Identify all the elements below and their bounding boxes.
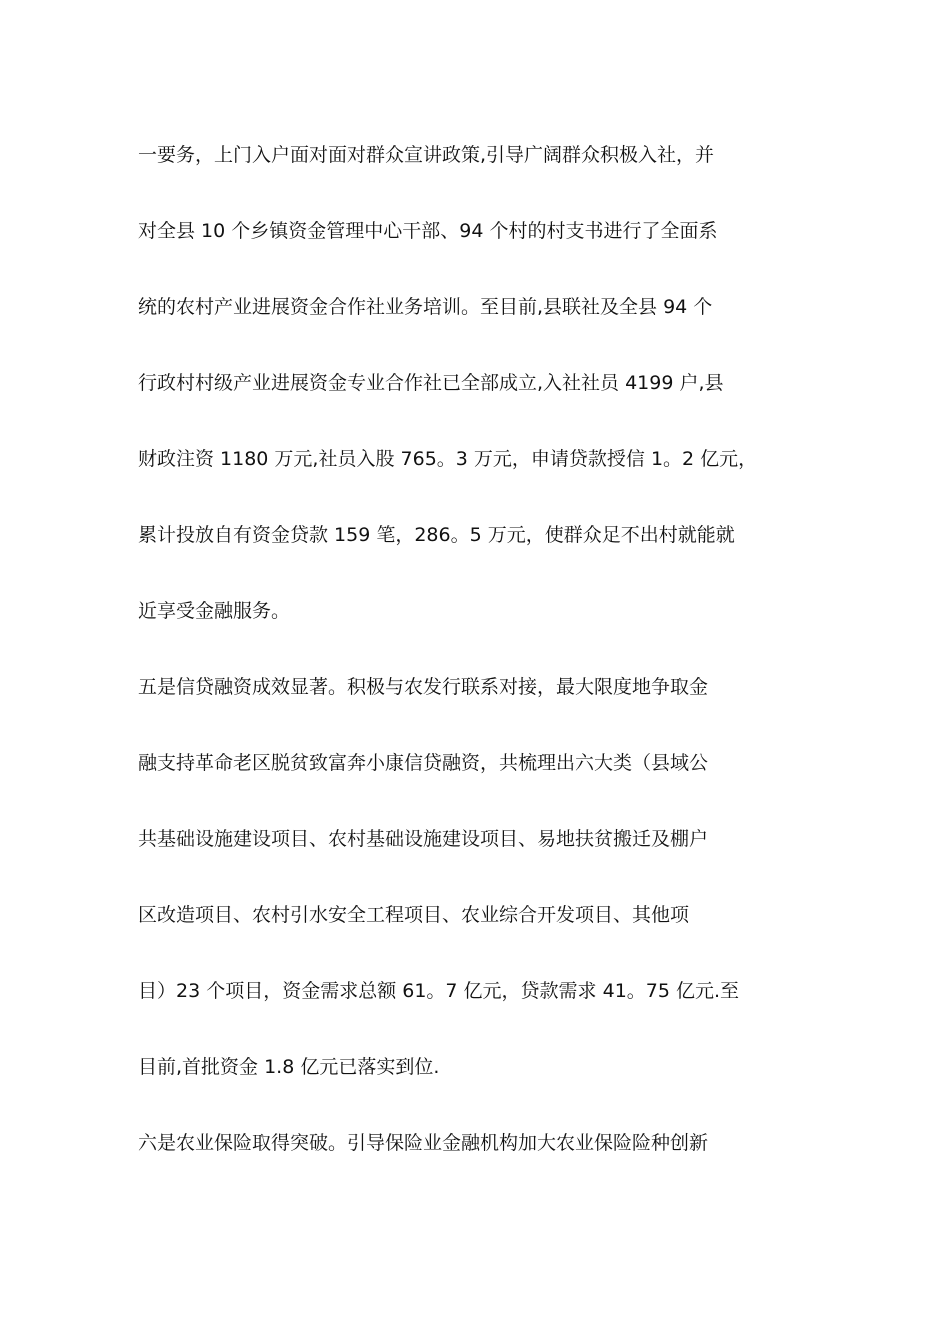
text-line: 目前,首批资金 1.8 亿元已落实到位.: [138, 1056, 440, 1078]
text-line: 共基础设施建设项目、农村基础设施建设项目、易地扶贫搬迁及棚户: [138, 828, 709, 850]
text-line: 财政注资 1180 万元,社员入股 765。3 万元，申请贷款授信 1。2 亿元，: [138, 448, 758, 470]
text-line: 统的农村产业进展资金合作社业务培训。至目前,县联社及全县 94 个: [138, 296, 713, 318]
text-line: 行政村村级产业进展资金专业合作社已全部成立,入社社员 4199 户,县: [138, 372, 724, 394]
text-line: 目）23 个项目，资金需求总额 61。7 亿元，贷款需求 41。75 亿元.至: [138, 980, 740, 1002]
text-line: 对全县 10 个乡镇资金管理中心干部、94 个村的村支书进行了全面系: [138, 220, 718, 242]
text-line: 近享受金融服务。: [138, 600, 291, 622]
paragraph-start-line: 五是信贷融资成效显著。积极与农发行联系对接，最大限度地争取金: [138, 676, 709, 698]
text-line: 融支持革命老区脱贫致富奔小康信贷融资，共梳理出六大类（县域公: [138, 752, 709, 774]
paragraph-start-line: 六是农业保险取得突破。引导保险业金融机构加大农业保险险种创新: [138, 1132, 709, 1154]
text-line: 一要务，上门入户面对面对群众宣讲政策,引导广阔群众积极入社，并: [138, 144, 715, 166]
text-line: 累计投放自有资金贷款 159 笔，286。5 万元，使群众足不出村就能就: [138, 524, 735, 546]
text-line: 区改造项目、农村引水安全工程项目、农业综合开发项目、其他项: [138, 904, 690, 926]
